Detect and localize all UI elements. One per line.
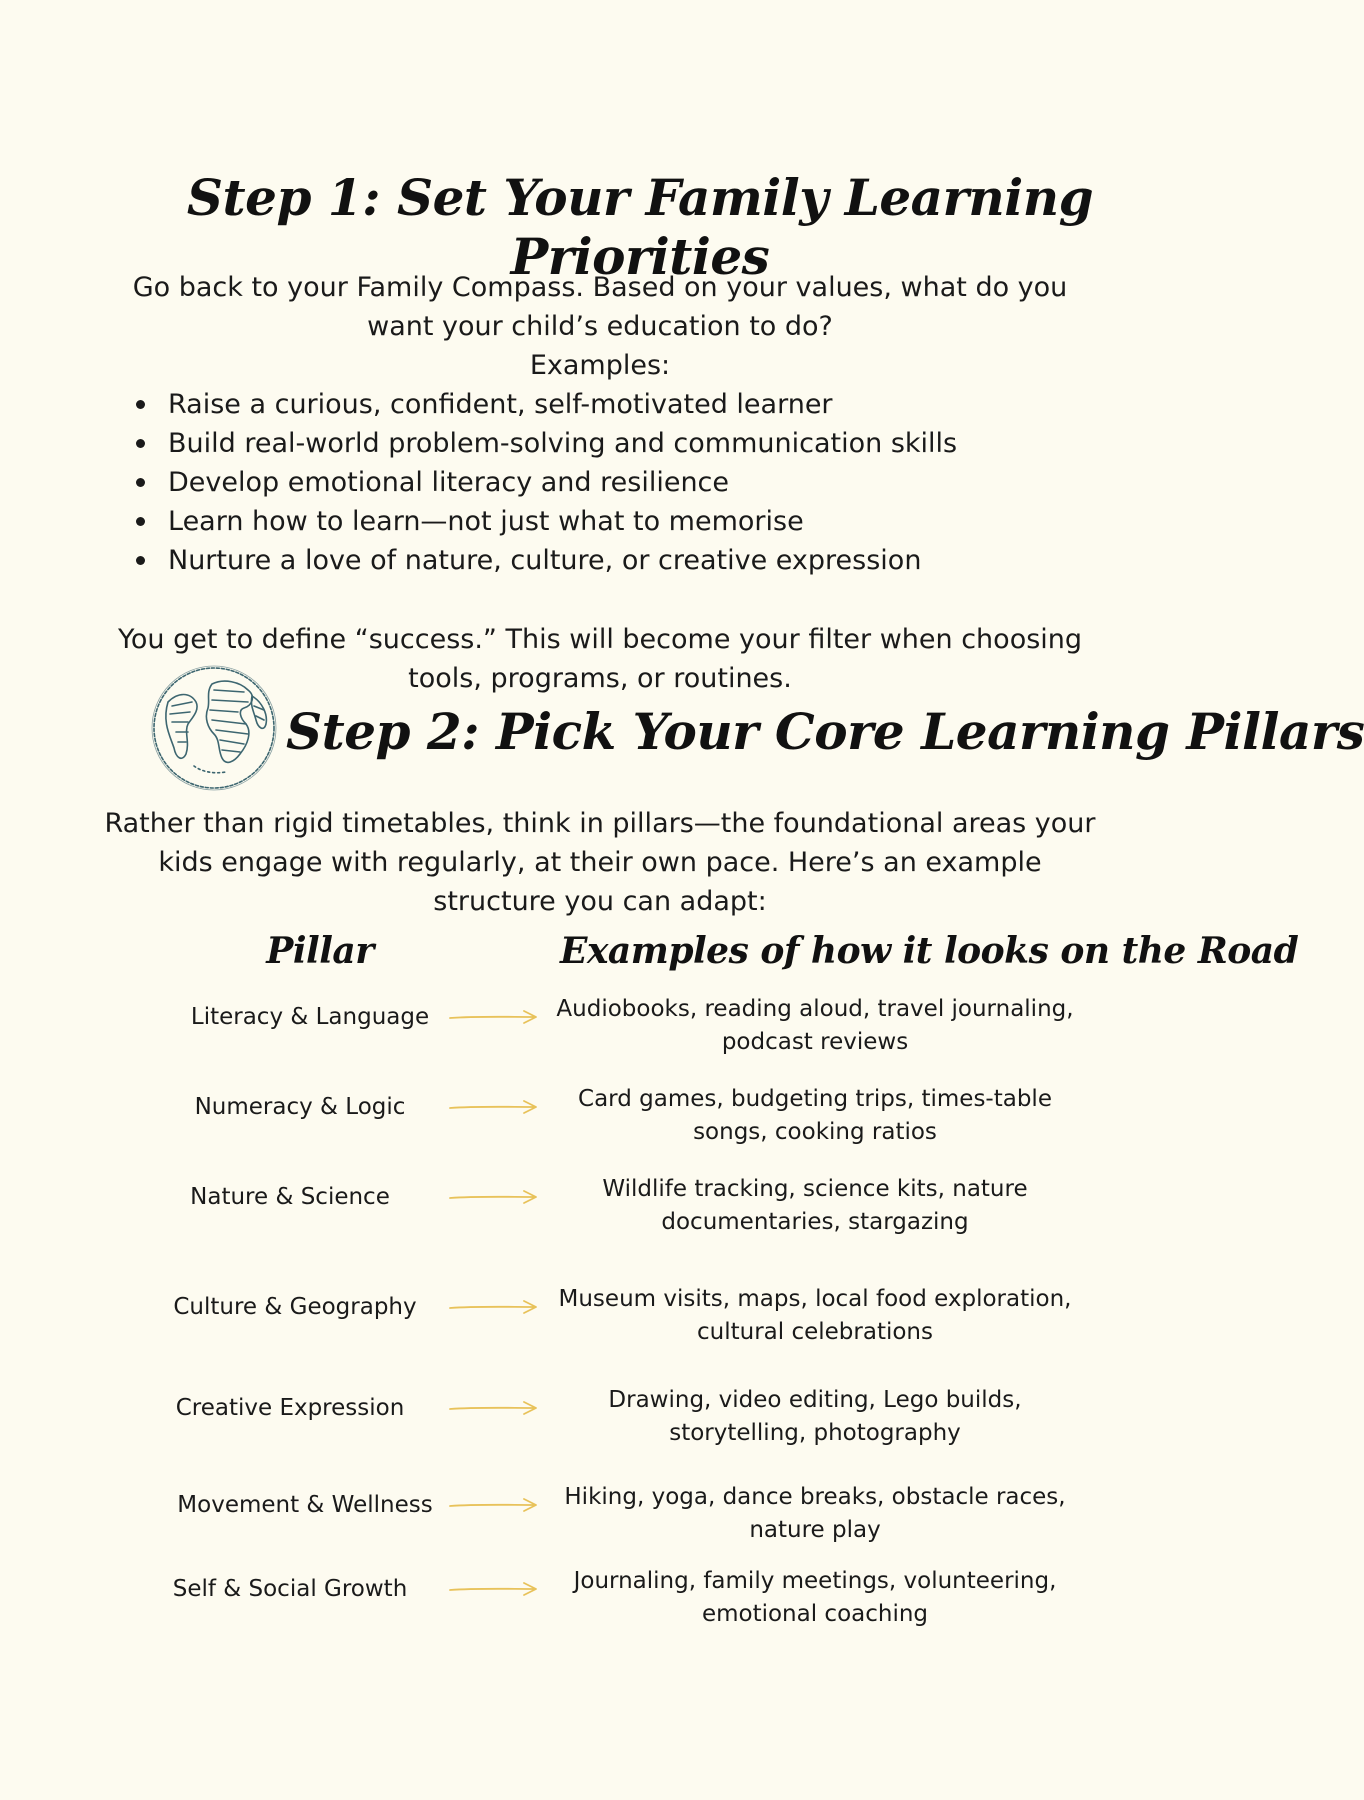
step1-intro: Go back to your Family Compass. Based on your values, what do you want your child’s education to do? (132, 272, 1068, 342)
arrow-right-icon (448, 1009, 540, 1025)
pillar-name: Culture & Geography (173, 1294, 417, 1320)
pillar-examples: Card games, budgeting trips, times-table songs, cooking ratios (578, 1086, 1052, 1145)
pillar-name: Movement & Wellness (177, 1492, 433, 1518)
arrow-right-icon (448, 1099, 540, 1115)
list-item-text: Learn how to learn—not just what to memorise (168, 506, 804, 537)
list-item-text: Build real-world problem-solving and communication skills (168, 428, 958, 459)
pillar-examples: Drawing, video editing, Lego builds, storytelling, photography (608, 1387, 1022, 1446)
bullet-icon (136, 478, 145, 487)
arrow-right-icon (448, 1299, 540, 1315)
column-header-pillar: Pillar (266, 930, 374, 972)
bullet-icon (136, 439, 145, 448)
bullet-icon (136, 400, 145, 409)
list-item (133, 463, 957, 502)
arrow-right-icon (448, 1400, 540, 1416)
arrow-right-icon (448, 1581, 540, 1597)
bullet-icon (136, 556, 145, 565)
success-note: You get to define “success.” This will become your filter when choosing tools, programs, or routines. (117, 624, 1083, 694)
pillar-name: Literacy & Language (190, 1004, 430, 1030)
column-header-examples: Examples of how it looks on the Road (560, 930, 1299, 972)
list-item-text: Raise a curious, confident, self-motivated learner (168, 389, 833, 420)
bullet-icon (136, 517, 145, 526)
pillar-name: Numeracy & Logic (194, 1094, 406, 1120)
pillar-name: Nature & Science (190, 1184, 390, 1210)
arrow-right-icon (448, 1497, 540, 1513)
list-item (133, 385, 957, 424)
list-item (133, 541, 957, 580)
priorities-list (133, 385, 957, 580)
list-item (133, 424, 957, 463)
list-item-text: Nurture a love of nature, culture, or creative expression (168, 545, 922, 576)
arrow-right-icon (448, 1189, 540, 1205)
globe-icon (148, 662, 280, 794)
pillars-intro: Rather than rigid timetables, think in pillars—the foundational areas your kids engage with regularly, at their own pace. Here’s an example structure you can adapt: (104, 808, 1096, 917)
pillar-examples: Audiobooks, reading aloud, travel journaling, podcast reviews (556, 996, 1074, 1055)
list-item-text: Develop emotional literacy and resilience (168, 467, 730, 498)
pillar-examples: Wildlife tracking, science kits, nature documentaries, stargazing (602, 1176, 1028, 1235)
pillar-examples: Museum visits, maps, local food exploration, cultural celebrations (558, 1286, 1072, 1345)
examples-label: Examples: (529, 350, 671, 381)
pillar-examples: Journaling, family meetings, volunteering, emotional coaching (573, 1568, 1057, 1627)
pillar-name: Creative Expression (175, 1395, 405, 1421)
step2-title: Step 2: Pick Your Core Learning Pillars (286, 702, 1364, 761)
step1-title: Step 1: Set Your Family Learning Priorities (186, 168, 1094, 286)
list-item (133, 502, 957, 541)
pillar-examples: Hiking, yoga, dance breaks, obstacle races, nature play (564, 1484, 1066, 1543)
pillar-name: Self & Social Growth (172, 1576, 408, 1602)
